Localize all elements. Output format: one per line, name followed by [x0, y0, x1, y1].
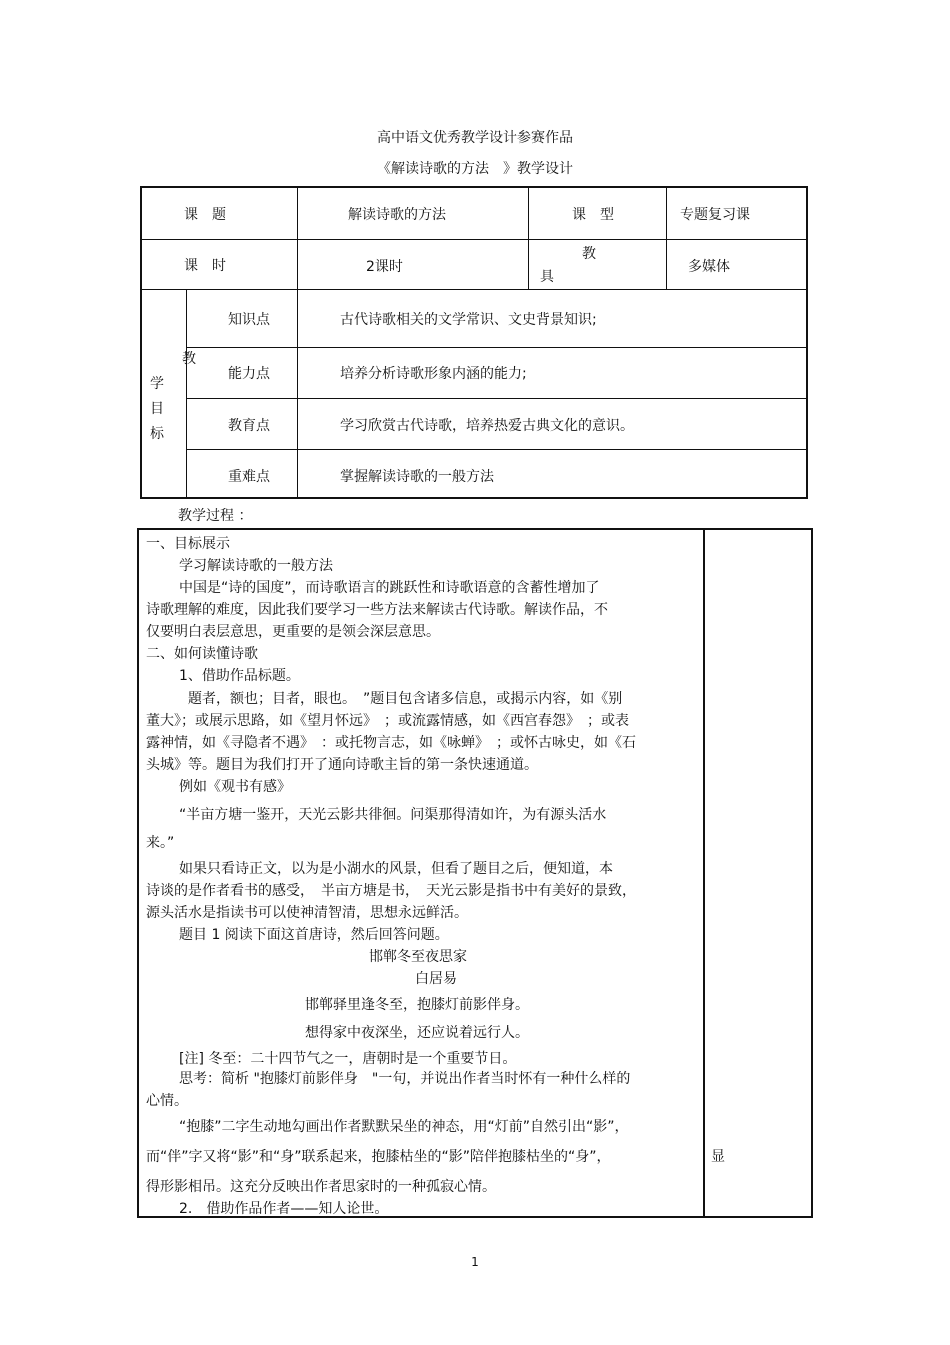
process-label: 教学过程 ：	[178, 508, 253, 524]
goal-label-mu: 目	[150, 401, 164, 417]
process-line: [注] 冬至：二十四节气之一，唐朝时是一个重要节日。	[179, 1051, 517, 1067]
process-line: 思考：简析 "抱膝灯前影伴身 "一句，并说出作者当时怀有一种什么样的	[179, 1071, 631, 1087]
process-line: 題者，额也；目者，眼也。 ”题目包含诸多信息，或揭示内容，如《别	[188, 691, 623, 707]
process-table	[137, 528, 813, 1218]
process-line: 如果只看诗正文，以为是小湖水的风景，但看了题目之后，便知道，本	[179, 861, 613, 877]
page-number: 1	[471, 1255, 479, 1269]
info-table	[140, 186, 808, 499]
process-line: 董大》；或展示思路，如《望月怀远》 ；或流露情感，如《西宫春怨》 ；或表	[146, 713, 629, 729]
process-line: 心情。	[146, 1093, 188, 1109]
poem-line: 邯郸驿里逢冬至，抱膝灯前影伴身。	[305, 997, 529, 1013]
poem-author: 白居易	[415, 971, 457, 987]
topic-value: 解读诗歌的方法	[348, 207, 446, 223]
topic-label: 课 题	[184, 207, 226, 223]
goal-label: 重难点	[228, 469, 270, 485]
process-line: 1、借助作品标题。	[179, 668, 300, 684]
page-title: 高中语文优秀教学设计参赛作品	[377, 130, 573, 146]
process-line: 题目 1 阅读下面这首唐诗，然后回答问题。	[179, 927, 449, 943]
goal-label-jiao: 教	[182, 351, 196, 367]
hours-value: 2课时	[366, 259, 403, 275]
process-line: 诗歌理解的难度，因此我们要学习一些方法来解读古代诗歌。解读作品，不	[146, 602, 608, 618]
process-line: “抱膝”二字生动地勾画出作者默默呆坐的神态，用“灯前”自然引出“影”，	[179, 1119, 629, 1135]
process-line: 来。”	[146, 835, 175, 851]
goal-value: 掌握解读诗歌的一般方法	[340, 469, 494, 485]
process-line: 露神情，如《寻隐者不遇》 ：或托物言志，如《咏蝉》 ；或怀古咏史，如《石	[146, 735, 636, 751]
goal-label: 知识点	[228, 312, 270, 328]
goal-label: 能力点	[228, 366, 270, 382]
hours-label: 课 时	[184, 258, 226, 274]
process-line: 学习解读诗歌的一般方法	[179, 558, 333, 574]
poem-line: 想得家中夜深坐，还应说着远行人。	[305, 1025, 529, 1041]
process-line: 中国是“诗的国度”，而诗歌语言的跳跃性和诗歌语意的含蓄性增加了	[179, 580, 600, 596]
process-line: 诗谈的是作者看书的感受， 半亩方塘是书， 天光云影是指书中有美好的景致，	[146, 883, 636, 899]
goal-value: 培养分析诗歌形象内涵的能力;	[340, 366, 527, 382]
process-line: 2. 借助作品作者——知人论世。	[179, 1201, 389, 1217]
process-line: 仅要明白表层意思，更重要的是领会深层意思。	[146, 624, 440, 640]
process-line: 例如《观书有感》	[179, 779, 291, 795]
tool-value: 多媒体	[688, 259, 730, 275]
process-line: 一、目标展示	[146, 536, 230, 552]
process-line: “半亩方塘一鉴开，天光云影共徘徊。问渠那得清如许，为有源头活水	[179, 807, 607, 823]
goal-label-xue: 学	[150, 376, 164, 392]
tool-label-b: 具	[540, 269, 554, 285]
poem-title: 邯郸冬至夜思家	[369, 949, 467, 965]
type-label: 课 型	[572, 207, 614, 223]
goal-value: 古代诗歌相关的文学常识、文史背景知识;	[340, 312, 597, 328]
process-line: 源头活水是指读书可以使神清智清，思想永远鲜活。	[146, 905, 468, 921]
side-note: 显	[711, 1149, 725, 1165]
tool-label-a: 教	[582, 246, 596, 262]
goal-label: 教育点	[228, 418, 270, 434]
process-line: 头城》等。题目为我们打开了通向诗歌主旨的第一条快速通道。	[146, 757, 538, 773]
goal-value: 学习欣赏古代诗歌，培养热爱古典文化的意识。	[340, 418, 634, 434]
process-line: 得形影相吊。这充分反映出作者思家时的一种孤寂心情。	[146, 1179, 496, 1195]
process-line: 而“伴”字又将“影”和“身”联系起来，抱膝枯坐的“影”陪伴抱膝枯坐的“身”，	[146, 1149, 611, 1165]
page-subtitle: 《解读诗歌的方法 》教学设计	[377, 161, 573, 177]
goal-label-biao: 标	[150, 426, 164, 442]
process-line: 二、如何读懂诗歌	[146, 646, 258, 662]
type-value: 专题复习课	[680, 207, 750, 223]
